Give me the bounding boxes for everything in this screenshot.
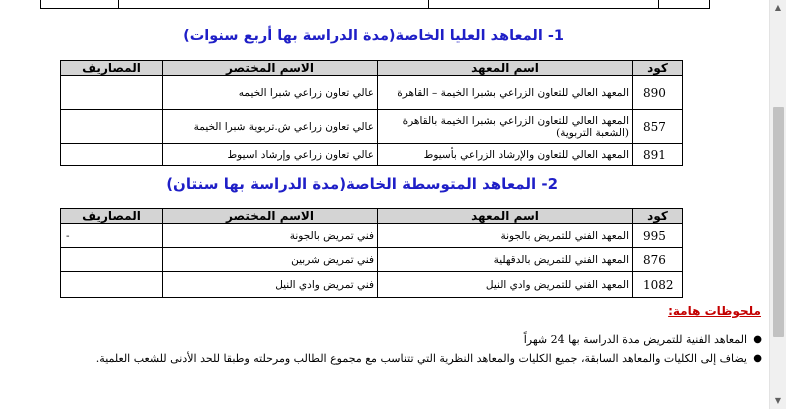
header-fees: المصاريف	[61, 61, 163, 76]
header-fees: المصاريف	[61, 209, 163, 224]
institute-short-name: عالي تعاون زراعي وإرشاد اسيوط	[163, 144, 378, 166]
institute-name: المعهد العالي للتعاون الزراعي بشبرا الخيمة بالقاهرة (الشعبة التربوية)	[378, 110, 633, 144]
institute-short-name: فني تمريض وادي النيل	[163, 272, 378, 298]
table-row	[61, 110, 683, 144]
note-text: المعاهد الفنية للتمريض مدة الدراسة بها 24 شهراً	[523, 333, 747, 346]
bullet-icon: ●	[753, 353, 762, 364]
table-row	[61, 248, 683, 272]
scroll-thumb[interactable]	[773, 107, 784, 337]
header-code: كود	[633, 209, 683, 224]
institute-fees	[61, 144, 163, 166]
institute-code: 891	[633, 144, 683, 166]
institute-short-name: فني تمريض بالجونة	[163, 224, 378, 248]
institute-short-name: عالي تعاون زراعي ش.تربوية شبرا الخيمة	[163, 110, 378, 144]
previous-table-fragment	[40, 0, 710, 9]
section1-table	[60, 60, 683, 166]
header-institute-name: اسم المعهد	[378, 61, 633, 76]
section1-heading: 1- المعاهد العليا الخاصة(مدة الدراسة بها أربع سنوات)	[183, 28, 564, 44]
institute-name: المعهد الفني للتمريض بالجونة	[378, 224, 633, 248]
institute-code: 890	[633, 76, 683, 110]
institute-name: المعهد العالي للتعاون والإرشاد الزراعي بأسيوط	[378, 144, 633, 166]
scroll-up-icon[interactable]: ▲	[774, 3, 782, 12]
notes-list	[5, 333, 765, 365]
institute-code: 995	[633, 224, 683, 248]
table-row	[61, 224, 683, 248]
table-row	[61, 144, 683, 166]
institute-name: المعهد الفني للتمريض وادي النيل	[378, 272, 633, 298]
institute-fees	[61, 110, 163, 144]
section2-table	[60, 208, 683, 298]
note-text: يضاف إلى الكليات والمعاهد السابقة، جميع الكليات والمعاهد النظرية التي تتناسب مع مجموع الطالب ومرحلته وطبقا للحد الأدنى للشعب العلمية.	[95, 352, 747, 365]
institute-code: 1082	[633, 272, 683, 298]
previous-table-cell	[119, 0, 429, 9]
previous-table-cell	[41, 0, 119, 9]
header-code: كود	[633, 61, 683, 76]
header-short-name: الاسم المختصر	[163, 61, 378, 76]
list-item	[5, 333, 765, 346]
previous-table-cell	[659, 0, 710, 9]
table-header-row	[61, 209, 683, 224]
bullet-icon: ●	[753, 334, 762, 345]
institute-short-name: فني تمريض شربين	[163, 248, 378, 272]
table-row	[61, 76, 683, 110]
previous-table-cell	[429, 0, 659, 9]
institute-code: 876	[633, 248, 683, 272]
institute-fees	[61, 272, 163, 298]
institute-name: المعهد الفني للتمريض بالدقهلية	[378, 248, 633, 272]
institute-fees	[61, 248, 163, 272]
institute-code: 857	[633, 110, 683, 144]
institute-fees	[61, 76, 163, 110]
institute-short-name: عالي تعاون زراعي شبرا الخيمه	[163, 76, 378, 110]
section2-heading: 2- المعاهد المتوسطة الخاصة(مدة الدراسة بها سنتان)	[166, 175, 558, 193]
table-row	[61, 272, 683, 298]
header-short-name: الاسم المختصر	[163, 209, 378, 224]
table-header-row	[61, 61, 683, 76]
notes-heading: ملحوظات هامة:	[668, 304, 761, 318]
header-institute-name: اسم المعهد	[378, 209, 633, 224]
vertical-scrollbar[interactable]	[769, 0, 786, 409]
list-item	[5, 352, 765, 365]
institute-fees: -	[61, 224, 163, 248]
scroll-down-icon[interactable]: ▼	[774, 396, 782, 405]
institute-name: المعهد العالي للتعاون الزراعي بشبرا الخيمة – القاهرة	[378, 76, 633, 110]
